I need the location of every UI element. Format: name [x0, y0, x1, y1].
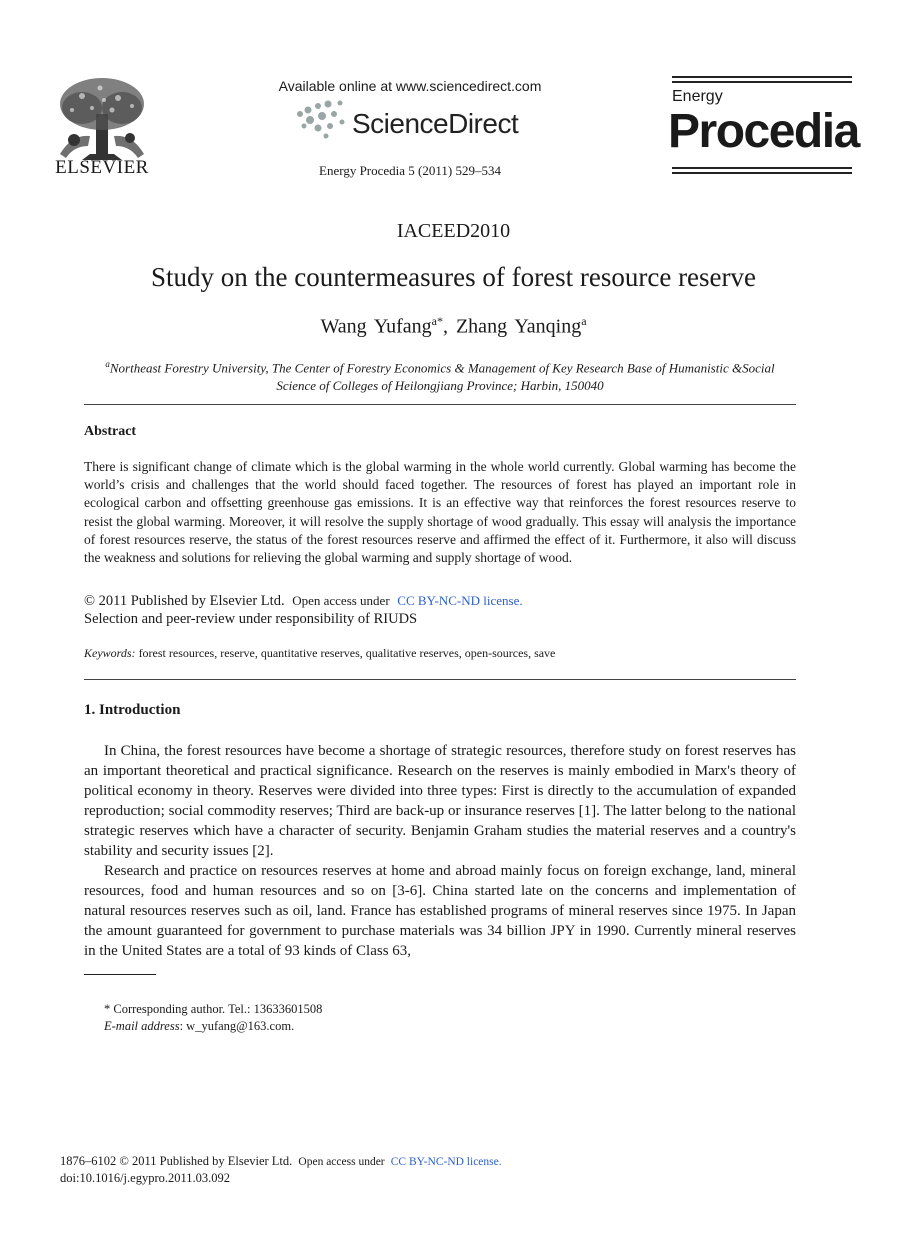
open-access-text: Open access under	[298, 1156, 385, 1168]
copyright-text: © 2011 Published by Elsevier Ltd.	[84, 593, 285, 609]
affiliation-sup: a	[105, 359, 110, 369]
author-sup: a*	[431, 314, 443, 328]
email-note	[104, 1019, 294, 1034]
affiliation	[84, 355, 796, 395]
author-separator: ,	[442, 315, 448, 338]
logo-rule-bottom-2	[672, 172, 852, 174]
email-label: E-mail address	[104, 1019, 180, 1033]
divider	[84, 679, 796, 680]
paragraph: Research and practice on resources reserves at home and abroad mainly focus on foreign exchange, land, mineral resources, food and human resources and so on [3-6]. China started late on the concerns and implementation of natural resources reserves such as oil, land. France has established programs of mineral reserves since 1975. In Japan the amount guaranteed for government to purchase materials was 34 billion JPY in 1990. Currently mineral reserves in the United States are a total of 93 kinds of Class 63,	[84, 863, 796, 959]
issn-copyright: 1876–6102 © 2011 Published by Elsevier Ltd.	[60, 1154, 293, 1168]
journal-citation: Energy Procedia 5 (2011) 529–534	[319, 163, 501, 178]
affiliation-line-2: Science of Colleges of Heilongjiang Province; Harbin, 150040	[276, 378, 604, 394]
author-list	[0, 314, 907, 339]
keywords-label: Keywords:	[84, 646, 136, 660]
journal-logo-procedia: Procedia	[668, 105, 859, 158]
logo-rule-top-2	[672, 81, 852, 83]
abstract-heading: Abstract	[84, 424, 137, 439]
section-heading: 1. Introduction	[84, 702, 181, 718]
introduction-body	[84, 741, 796, 961]
article-title: Study on the countermeasures of forest resource reserve	[150, 262, 757, 292]
abstract-text: There is significant change of climate which is the global warming in the whole world currently. Global warming has become the world’s crisis and challenges that the world should faced together. The resources of forest has played an important role in ecological carbon and offsetting greenhouse gas emissions. It is an effective way that reinforces the forest resources reserve to resist the global warming. Moreover, it will resolve the supply shortage of wood gradually. This essay will analysis the importance of forest resources reserve, the status of the forest resources reserve and affirmed the effect of it. Furthermore, it also will discuss the weakness and solutions for relieving the global warming and supply shortage of wood.	[84, 459, 796, 566]
conference-name: IACEED2010	[396, 220, 511, 242]
logo-rule-bottom	[672, 167, 852, 169]
peer-review-text: Selection and peer-review under responsibility of RIUDS	[84, 611, 418, 627]
available-online-text: Available online at www.sciencedirect.com	[278, 78, 542, 94]
divider	[84, 404, 796, 405]
journal-logo-energy: Energy	[672, 88, 723, 105]
corresponding-author-note: * Corresponding author. Tel.: 13633601508	[104, 1002, 323, 1016]
sciencedirect-dots-icon	[296, 100, 352, 140]
author-name: Zhang Yanqing	[455, 315, 582, 338]
paragraph: In China, the forest resources have become a shortage of strategic resources, therefore study on forest reserves has an important theoretical and practical significance. Research on the reserves is mainly embodied in Marx's theory of political economy in theory. Reserves were divided into three types: First is directly to the accumulation of expanded reproduction; social commodity reserves; Third are back-up or insurance reserves [1]. The latter belong to the national strategic reserves which have a character of security. Benjamin Graham studies the material reserves and a country's stability and security issues [2].	[84, 743, 796, 859]
elsevier-wordmark: ELSEVIER	[55, 157, 149, 178]
author-name: Wang Yufang	[320, 315, 432, 338]
keywords	[84, 646, 555, 661]
license-link[interactable]: CC BY-NC-ND license.	[390, 1156, 502, 1168]
email-address: : w_yufang@163.com.	[179, 1019, 295, 1033]
sciencedirect-wordmark: ScienceDirect	[352, 108, 519, 139]
open-access-text: Open access under	[292, 593, 390, 608]
license-link[interactable]: CC BY-NC-ND license.	[397, 593, 523, 608]
copyright-line	[84, 593, 523, 610]
affiliation-line-1: Northeast Forestry University, The Center of Forestry Economics & Management of Key Research Base of Humanistic &Social	[109, 360, 775, 376]
footer-copyright	[60, 1154, 502, 1169]
footnote-rule	[84, 974, 156, 975]
author-sup: a	[581, 314, 587, 328]
keywords-list: forest resources, reserve, quantitative reserves, qualitative reserves, open-sources, save	[138, 646, 556, 660]
doi: doi:10.1016/j.egypro.2011.03.092	[60, 1171, 231, 1185]
logo-rule-top	[672, 76, 852, 78]
